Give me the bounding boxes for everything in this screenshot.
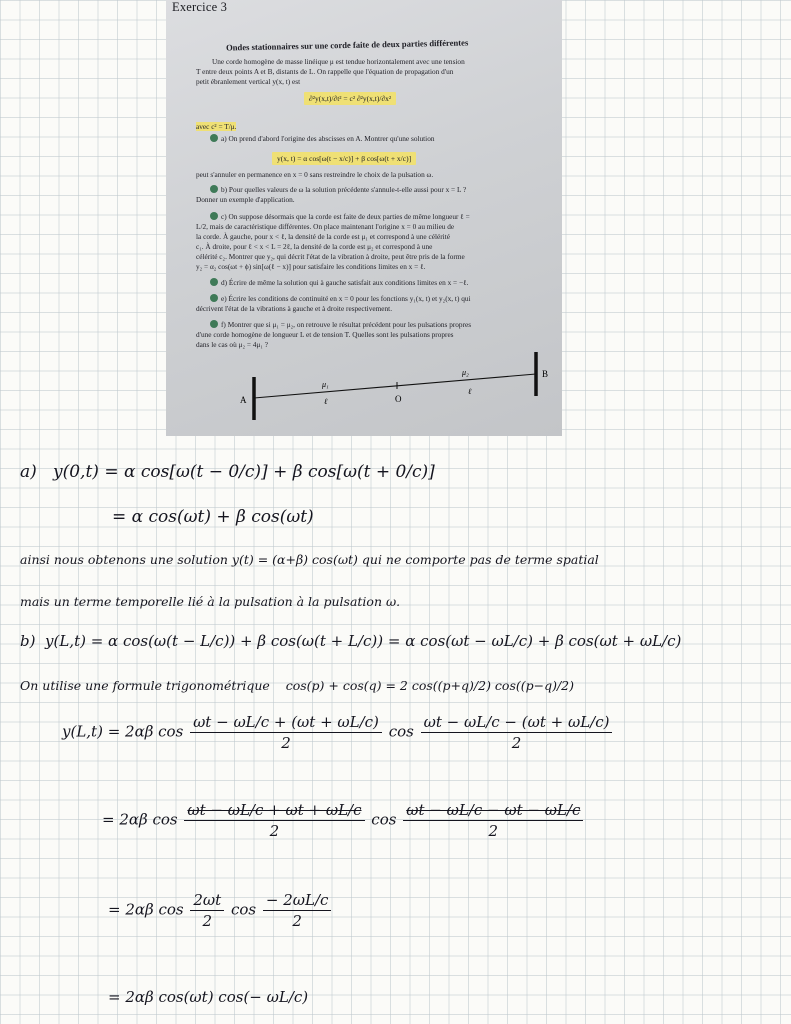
label-a: A: [240, 395, 247, 405]
label-ell-right: ℓ: [468, 387, 472, 396]
note-a-text-2: mais un terme temporelle lié à la pulsation à la pulsation ω.: [20, 594, 401, 609]
step3-frac-1: [190, 890, 224, 931]
step3-den-2: 2: [292, 912, 302, 930]
marker-a-icon: [210, 134, 218, 142]
question-a-cont: peut s'annuler en permanence en x = 0 sans restreindre le choix de la pulsation ω.: [196, 170, 434, 179]
question-d-label: d): [221, 278, 228, 287]
note-b-step-1: [62, 712, 614, 753]
question-c-line-5: célérité c₂. Montrer que y₂, qui décrit l'état de la vibration à droite, peut être pris de la forme: [196, 252, 465, 261]
marker-c-icon: [210, 212, 218, 220]
note-a-label: a): [20, 462, 37, 482]
question-c-line-4: c₁. À droite, pour ℓ < x < L = 2ℓ, la densité de la corde est μ₂ et correspond à une: [196, 242, 433, 251]
step2-num-2: ωt − ωL/c − ωt − ωL/c: [403, 800, 583, 821]
label-mu1: μ₁: [322, 380, 329, 389]
solution-equation: y(x, t) = α cos[ω(t − x/c)] + β cos[ω(t + x/c)]: [272, 152, 416, 165]
step2-num-1: ωt − ωL/c + ωt + ωL/c: [184, 800, 364, 821]
question-d: [210, 278, 468, 288]
note-b-step-2: [102, 800, 585, 841]
intro-line-2: T entre deux points A et B, distants de L. On rappelle que l'équation de propagation d'un: [196, 67, 454, 76]
note-a-lhs: y(0,t) =: [53, 462, 119, 482]
note-b-step-4: = 2αβ cos(ωt) cos(− ωL/c): [108, 988, 309, 1006]
question-c-line-3: la corde. À gauche, pour x < ℓ, la densité de la corde est μ₁ et correspond à une célérité: [196, 232, 450, 241]
note-b-line-1: [20, 632, 681, 650]
question-e: [210, 294, 471, 304]
question-f-line-3: dans le cas où μ₂ = 4μ₁ ?: [196, 340, 268, 349]
note-b-text-label: On utilise une formule trigonométrique: [20, 678, 270, 693]
note-a-line-1: [20, 462, 435, 482]
question-b-line-2: Donner un exemple d'application.: [196, 195, 295, 204]
label-origin: O: [395, 394, 402, 404]
step3-mid: cos: [230, 900, 257, 919]
question-a-label: a): [221, 134, 227, 143]
question-c-label: c): [221, 212, 227, 221]
step1-frac-2: [421, 712, 613, 753]
label-b: B: [542, 369, 549, 379]
step1-mid: cos: [388, 722, 414, 741]
step2-den-2: 2: [488, 822, 499, 840]
step2-mid: cos: [371, 810, 397, 829]
question-b-line-1: Pour quelles valeurs de ω la solution précédente s'annule-t-elle aussi pour x = L ?: [228, 185, 467, 194]
note-b-step-3: [108, 890, 333, 931]
note-b-expr: y(L,t) = α cos(ω(t − L/c)) + β cos(ω(t + L/c)) = α cos(ωt − ωL/c) + β cos(ωt + ωL/c): [45, 632, 682, 650]
question-a-text: On prend d'abord l'origine des abscisses en A. Montrer qu'une solution: [228, 134, 435, 143]
step1-den-1: 2: [281, 734, 291, 752]
label-mu2: μ₂: [462, 368, 469, 377]
label-ell-left: ℓ: [324, 397, 328, 406]
step1-lhs: y(L,t) = 2αβ cos: [62, 722, 184, 741]
note-a-text-1: ainsi nous obtenons une solution y(t) = (α+β) cos(ωt) qui ne comporte pas de terme spatial: [20, 552, 599, 567]
marker-f-icon: [210, 320, 218, 328]
string-diagram: [166, 340, 562, 436]
intro-line-3: petit ébranlement vertical y(x, t) est: [196, 77, 301, 86]
exercise-heading: Ondes stationnaires sur une corde faite de deux parties différentes: [225, 37, 469, 53]
question-b: [210, 185, 466, 195]
step1-num-2: ωt − ωL/c − (ωt + ωL/c): [421, 712, 613, 733]
question-c: [210, 212, 470, 222]
note-a-line-2: = α cos(ωt) + β cos(ωt): [112, 507, 314, 527]
marker-e-icon: [210, 294, 218, 302]
exercise-sheet: [166, 0, 562, 436]
intro-line-1: Une corde homogène de masse linéique μ est tendue horizontalement avec une tension: [212, 57, 465, 66]
note-b-text: [20, 678, 574, 693]
note-a-rhs: α cos[ω(t − 0/c)] + β cos[ω(t + 0/c)]: [123, 462, 435, 482]
step2-frac-1: [184, 800, 364, 841]
question-b-label: b): [221, 185, 228, 194]
question-f-label: f): [221, 320, 226, 329]
step1-den-2: 2: [511, 734, 522, 752]
step3-num-2: − 2ωL/c: [263, 890, 332, 911]
step2-frac-2: [403, 800, 583, 841]
step3-frac-2: [263, 890, 332, 931]
marker-d-icon: [210, 278, 218, 286]
step2-lhs: = 2αβ cos: [102, 810, 178, 829]
question-f: [210, 320, 471, 330]
question-a: [210, 134, 435, 144]
question-f-line-1: Montrer que si μ₁ = μ₂, on retrouve le résultat précédent pour les pulsations propres: [227, 320, 472, 329]
step3-lhs: = 2αβ cos: [108, 900, 184, 919]
question-c-line-6: y₂ = α₂ cos(ωt + ϕ) sin[ω(ℓ − x)] pour satisfaire les conditions limites en x = ℓ.: [196, 262, 426, 271]
question-f-line-2: d'une corde homogène de longueur L et de tension T. Quelles sont les pulsations propres: [196, 330, 454, 339]
question-d-text: Écrire de même la solution qui à gauche satisfait aux conditions limites en x = −ℓ.: [228, 278, 469, 287]
step3-den-1: 2: [202, 912, 213, 930]
avec-line: [196, 122, 236, 132]
question-c-line-2: L/2, mais de caractéristique différentes. On place maintenant l'origine x = 0 au milieu de: [196, 222, 455, 231]
question-e-label: e): [221, 294, 227, 303]
avec-text: avec c² = T/μ.: [196, 122, 237, 131]
question-e-line-2: décrivent l'état de la vibrations à gauche et à droite respectivement.: [196, 304, 393, 313]
note-b-label: b): [20, 632, 36, 650]
note-b-formula: cos(p) + cos(q) = 2 cos((p+q)/2) cos((p−q)/2): [285, 678, 575, 693]
exercise-title: Exercice 3: [172, 0, 228, 14]
question-e-line-1: Écrire les conditions de continuité en x = 0 pour les fonctions y₁(x, t) et y₂(x, t) qui: [228, 294, 471, 303]
step2-den-1: 2: [269, 822, 280, 840]
step1-frac-1: [190, 712, 382, 753]
step3-num-1: 2ωt: [190, 890, 224, 911]
wave-equation: ∂²y(x,t)/∂t² = c² ∂²y(x,t)/∂x²: [304, 92, 396, 105]
step1-num-1: ωt − ωL/c + (ωt + ωL/c): [190, 712, 382, 733]
question-c-line-1: On suppose désormais que la corde est faite de deux parties de même longueur ℓ =: [228, 212, 470, 221]
marker-b-icon: [210, 185, 218, 193]
exercise-photo: [166, 0, 562, 436]
